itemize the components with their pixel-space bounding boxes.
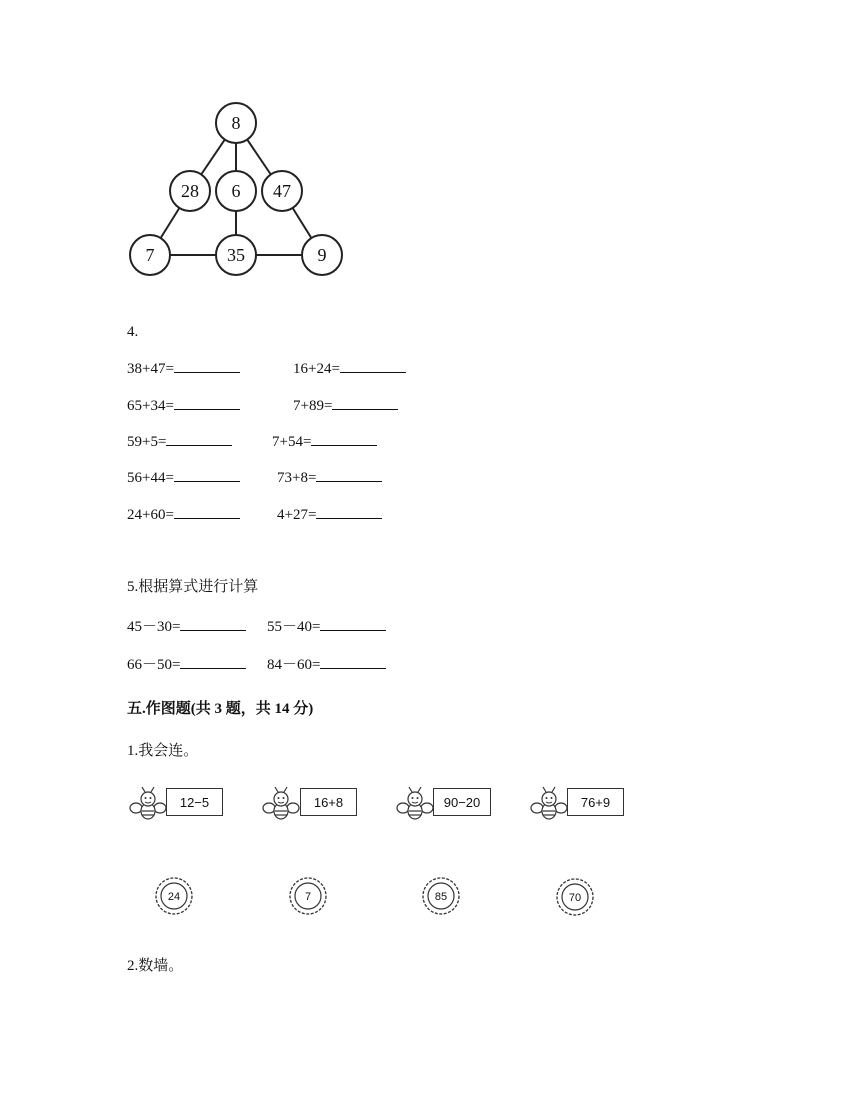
q5-row-2-left: 66－50= xyxy=(127,654,246,675)
bee-icon xyxy=(128,784,168,824)
answer-blank[interactable] xyxy=(316,467,382,482)
answer-blank[interactable] xyxy=(316,504,382,519)
q4-row-4-left: 56+44= xyxy=(127,467,240,488)
q4-row-5-left: 24+60= xyxy=(127,504,240,525)
node-right-mid-value: 47 xyxy=(273,181,291,201)
q5-row-2-right: 84－60= xyxy=(267,654,386,675)
flower-value: 7 xyxy=(304,891,312,903)
number-triangle-diagram xyxy=(120,98,350,284)
expression-box[interactable]: 16+8 xyxy=(300,788,357,816)
flower-value: 70 xyxy=(568,892,582,904)
q4-row-1-right: 16+24= xyxy=(293,358,406,379)
expression-box[interactable]: 76+9 xyxy=(567,788,624,816)
q4-row-3-right: 7+54= xyxy=(272,431,377,452)
node-bottom-right-value: 9 xyxy=(317,245,327,265)
q5-row-1-left: 45－30= xyxy=(127,616,246,637)
answer-blank[interactable] xyxy=(340,358,406,373)
q4-row-5-right: 4+27= xyxy=(277,504,382,525)
expression-box[interactable]: 12−5 xyxy=(166,788,223,816)
flower-value: 24 xyxy=(167,891,181,903)
answer-blank[interactable] xyxy=(166,431,232,446)
node-bottom-mid-value: 35 xyxy=(227,245,245,265)
answer-blank[interactable] xyxy=(180,616,246,631)
q5-row-1-right: 55－40= xyxy=(267,616,386,637)
section-title: 五.作图题(共 3 题，共 14 分) xyxy=(127,701,314,717)
q5-label: 5.根据算式进行计算 xyxy=(127,579,259,595)
answer-blank[interactable] xyxy=(174,467,240,482)
answer-blank[interactable] xyxy=(311,431,377,446)
flower-icon[interactable] xyxy=(154,876,194,916)
expression-box[interactable]: 90−20 xyxy=(433,788,491,816)
node-center-value: 6 xyxy=(231,181,241,201)
node-bottom-left-value: 7 xyxy=(145,245,155,265)
answer-blank[interactable] xyxy=(332,395,398,410)
q4-row-2-right: 7+89= xyxy=(293,395,398,416)
answer-blank[interactable] xyxy=(320,616,386,631)
bee-icon xyxy=(529,784,569,824)
flower-icon[interactable] xyxy=(288,876,328,916)
flower-value: 85 xyxy=(434,891,448,903)
q4-row-1-left: 38+47= xyxy=(127,358,240,379)
node-left-mid-value: 28 xyxy=(181,181,199,201)
bee-icon xyxy=(261,784,301,824)
q4-row-2-left: 65+34= xyxy=(127,395,240,416)
flower-icon[interactable] xyxy=(421,876,461,916)
bee-icon xyxy=(395,784,435,824)
flower-icon[interactable] xyxy=(555,877,595,917)
answer-blank[interactable] xyxy=(174,395,240,410)
answer-blank[interactable] xyxy=(174,358,240,373)
answer-blank[interactable] xyxy=(180,654,246,669)
q4-row-3-left: 59+5= xyxy=(127,431,232,452)
node-top-value: 8 xyxy=(231,113,241,133)
numwall-label: 2.数墙。 xyxy=(127,958,184,974)
answer-blank[interactable] xyxy=(320,654,386,669)
q4-row-4-right: 73+8= xyxy=(277,467,382,488)
connect-label: 1.我会连。 xyxy=(127,743,199,759)
answer-blank[interactable] xyxy=(174,504,240,519)
q4-label: 4. xyxy=(127,324,139,340)
